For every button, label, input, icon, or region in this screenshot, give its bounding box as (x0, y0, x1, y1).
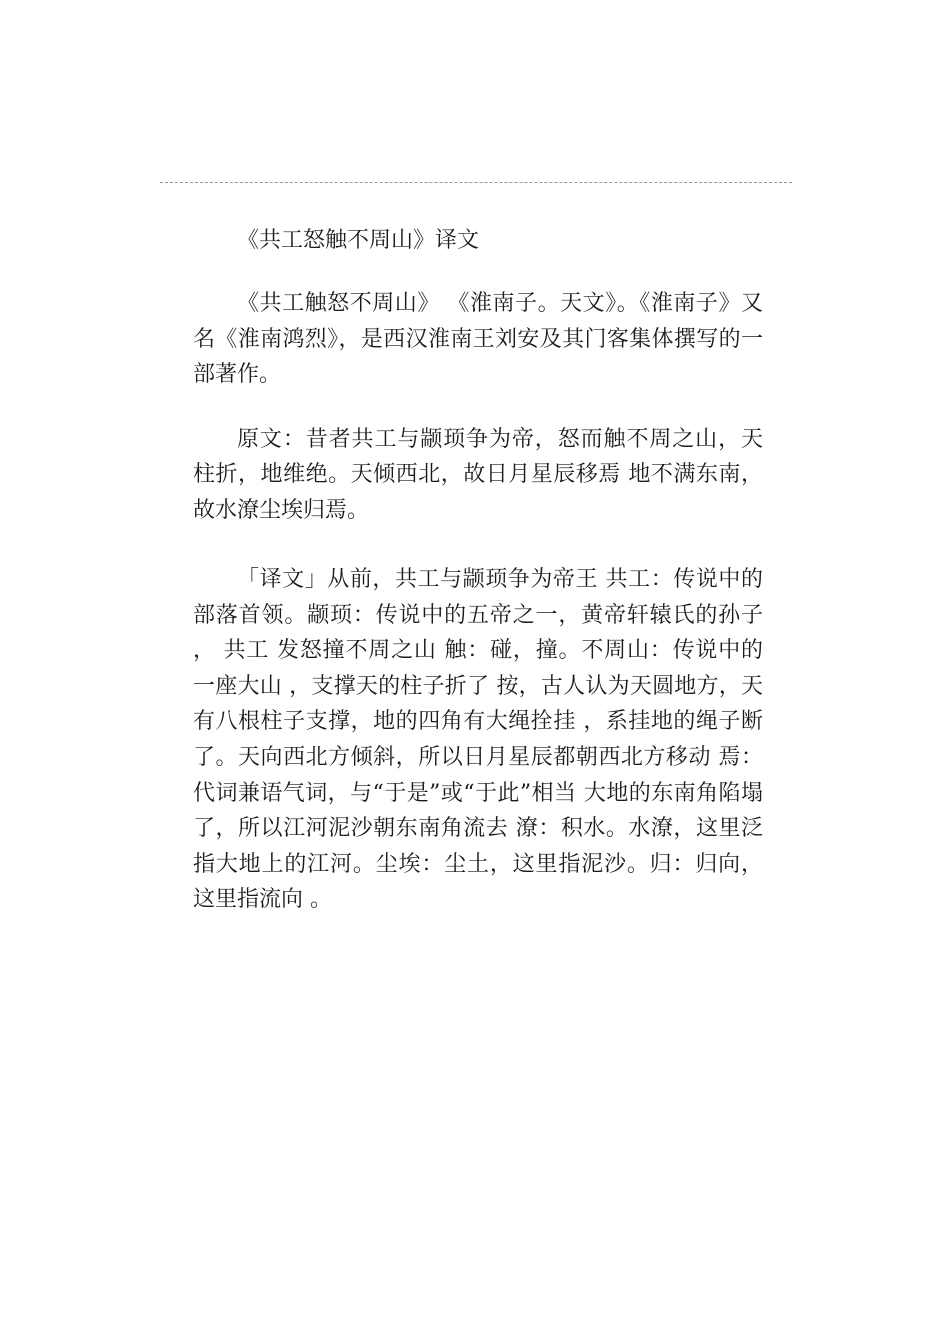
intro-paragraph: 《共工触怒不周山》 《淮南子。天文》。《淮南子》又名《淮南鸿烈》，是西汉淮南王刘安及其门客集体撰写的一部著作。 (193, 291, 763, 387)
header-divider (160, 182, 792, 183)
document-body (193, 226, 763, 947)
document-title: 《共工怒触不周山》译文 (237, 228, 480, 253)
original-text-paragraph: 原文：昔者共工与颛顼争为帝，怒而触不周之山，天柱折，地维绝。天倾西北，故日月星辰移焉 地不满东南，故水潦尘埃归焉。 (193, 426, 763, 523)
translation-paragraph: 「译文」从前，共工与颛顼争为帝王 共工：传说中的部落首领。颛顼：传说中的五帝之一，黄帝轩辕氏的孙子 ， 共工 发怒撞不周之山 触：碰，撞。不周山：传说中的一座大山 ，支撑天的柱子折了 按，古人认为天圆地方，天有八根柱子支撑，地的四角有大绳拴挂 ，系挂地的绳子断了。天向西北方倾斜，所以日月星辰都朝西北方移动 焉：代词兼语气词，与“于是”或“于此”相当 大地的东南角陷塌了，所以江河泥沙朝东南角流去 潦：积水。水潦，这里泛指大地上的江河。尘埃：尘土，这里指泥沙。归：归向，这里指流向 。 (193, 567, 763, 913)
